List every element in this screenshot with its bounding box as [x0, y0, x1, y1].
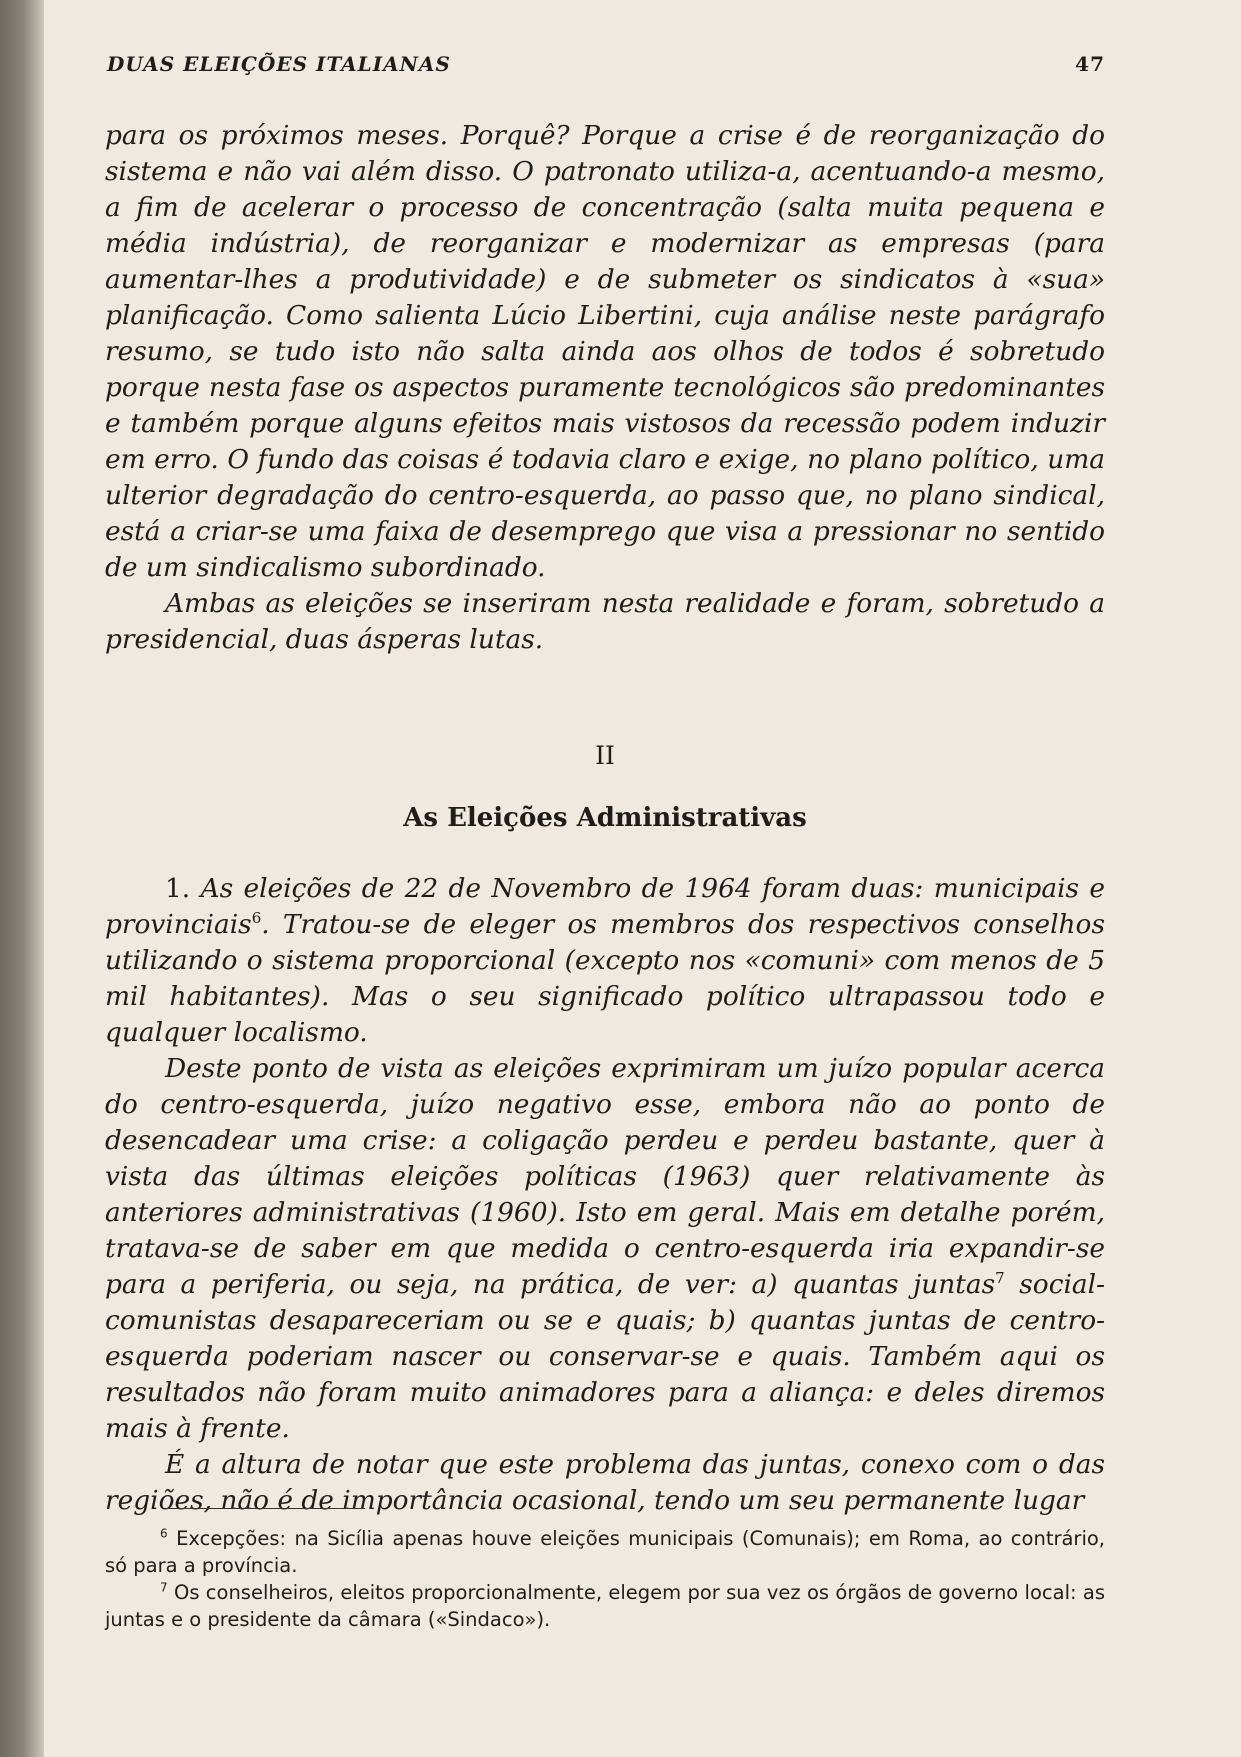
book-page — [105, 0, 1105, 1757]
footnote-7 — [105, 1579, 1105, 1633]
paragraph-1-text-b: . Tratou-se de eleger os membros dos respectivos conselhos utilizando o sistema proporcional (excepto nos «comuni» com menos de 5 mil habitantes). Mas o seu significado político ultrapassou todo e qualquer localismo. — [105, 909, 1105, 1048]
section-number: II — [595, 741, 615, 770]
paragraph-2-text-b: social-comunistas desapareceriam ou se e quais; b) quantas juntas de centro-esquerda poderiam nascer ou conservar-se e quais. Também aqui os resultados não foram muito animadores para a aliança: e deles diremos mais à frente. — [105, 1269, 1105, 1444]
footnote-text: Os conselheiros, eleitos proporcionalmente, elegem por sua vez os órgãos de governo local: as juntas e o presidente da câmara («Sindaco»). — [105, 1581, 1105, 1631]
continued-paragraph: para os próximos meses. Porquê? Porque a crise é de reorganização do sistema e não vai além disso. O patronato utiliza-a, acentuando-a mesmo, a fim de acelerar o processo de concentração (salta muita pequena e média indústria), de reorganizar e modernizar as empresas (para aumentar-lhes a produtividade) e de submeter os sindicatos à «sua» planificação. Como salienta Lúcio Libertini, cuja análise neste parágrafo resumo, se tudo isto não salta ainda aos olhos de todos é sobretudo porque nesta fase os aspectos puramente tecnológicos são predominantes e também porque alguns efeitos mais vistosos da recessão podem induzir em erro. O fundo das coisas é todavia claro e exige, no plano político, uma ulterior degradação do centro-esquerda, ao passo que, no plano sindical, está a criar-se uma faixa de desemprego que visa a pressionar no sentido de um sindicalismo subordinado. — [105, 120, 1105, 583]
footnote-mark: 7 — [160, 1580, 168, 1595]
closing-paragraph: Ambas as eleições se inseriram nesta realidade e foram, sobretudo a presidencial, duas ásperas lutas. — [105, 588, 1105, 655]
footnote-6 — [105, 1525, 1105, 1579]
page-number: 47 — [1075, 52, 1105, 76]
footnote-mark: 6 — [160, 1526, 168, 1541]
paragraph-1-text-a: As eleições de 22 de Novembro de 1964 foram duas: municipais e provinciais — [105, 873, 1106, 940]
footnotes — [105, 1525, 1105, 1633]
paragraph-1 — [105, 871, 1105, 1051]
paragraph-2 — [105, 1051, 1105, 1447]
running-title: DUAS ELEIÇÕES ITALIANAS — [107, 52, 451, 76]
paragraph-number: 1. — [165, 873, 191, 904]
page-body — [105, 118, 1105, 1519]
paragraph-2-text-a: Deste ponto de vista as eleições exprimiram um juízo popular acerca do centro-esquerda, juízo negativo esse, embora não ao ponto de desencadear uma crise: a coligação perdeu e perdeu bastante, quer à vista das últimas eleições políticas (1963) quer relativamente às anteriores administrativas (1960). Isto em geral. Mais em detalhe porém, tratava-se de saber em que medida o centro-esquerda iria expandir-se para a periferia, ou seja, na prática, de ver: a) quantas juntas — [105, 1053, 1105, 1300]
section-title: As Eleições Administrativas — [403, 803, 807, 833]
book-spine-shadow — [0, 0, 44, 1757]
footnote-ref-7: 7 — [995, 1269, 1005, 1288]
paragraph-3: É a altura de notar que este problema das juntas, conexo com o das regiões, não é de importância ocasional, tendo um seu permanente lugar — [105, 1449, 1105, 1516]
footnote-ref-6: 6 — [251, 909, 262, 928]
footnote-text: Excepções: na Sicília apenas houve eleições municipais (Comunais); em Roma, ao contrário, só para a província. — [105, 1527, 1105, 1577]
footnote-separator — [165, 1508, 365, 1509]
